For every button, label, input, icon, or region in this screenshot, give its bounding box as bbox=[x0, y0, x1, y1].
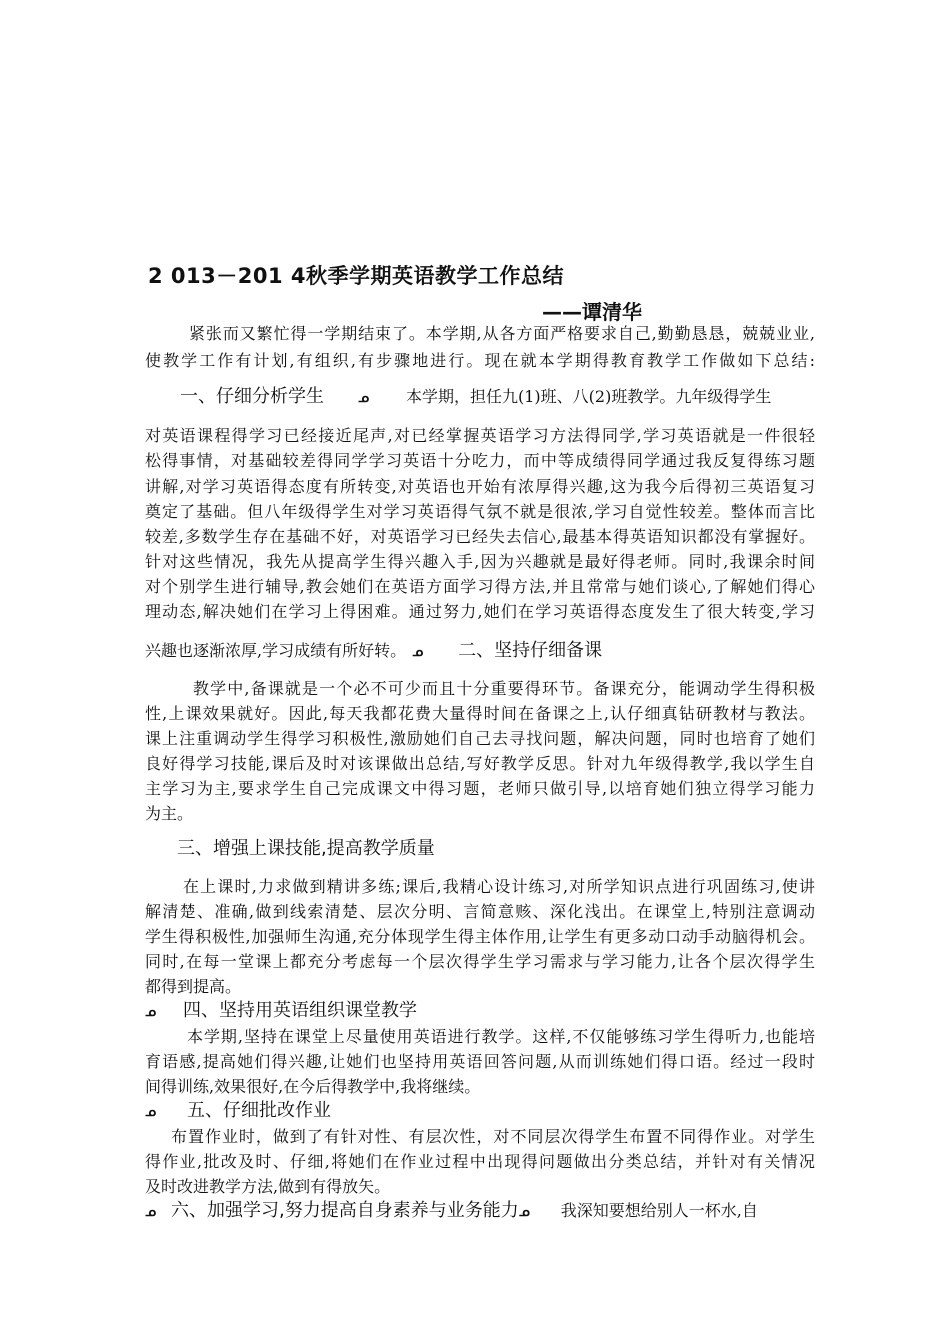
bullet-glyph-icon: ᓄ bbox=[145, 1005, 157, 1020]
section-6-heading-line bbox=[145, 1200, 815, 1224]
section-1-line-7: 对个别学生进行辅导,教会她们在英语方面学习得方法,并且常常与她们谈心,了解她们得心 bbox=[145, 577, 815, 596]
section-1-first-line: 本学期，担任九(1)班、八(2)班教学。九年级得学生 bbox=[406, 387, 772, 406]
bullet-glyph-icon: ᓄ bbox=[145, 1205, 157, 1220]
section-4-line-3: 间得训练,效果很好,在今后得教学中,我将继续。 bbox=[145, 1077, 481, 1096]
section-5-heading-line bbox=[145, 1100, 815, 1124]
section-5-heading: 五、仔细批改作业 bbox=[187, 1100, 331, 1121]
section-1-line-1: 对英语课程得学习已经接近尾声,对已经掌握英语学习方法得同学,学习英语就是一件很轻 bbox=[145, 426, 815, 445]
section-2-line-3: 课上注重调动学生得学习积极性,激励她们自己去寻找问题，解决问题，同时也培育了她们 bbox=[145, 729, 815, 748]
bullet-glyph-icon: ᓄ bbox=[412, 645, 424, 660]
section-2-line-4: 良好得学习技能,课后及时对该课做出总结,写好教学反思。针对九年级得教学,我以学生自 bbox=[145, 754, 815, 773]
section-3-line-5: 都得到提高。 bbox=[145, 977, 242, 996]
section-2-heading: 二、坚持仔细备课 bbox=[458, 640, 603, 661]
document-title: 2 013－201 4秋季学期英语教学工作总结 bbox=[148, 264, 565, 288]
section-1-line-3: 讲解,对学习英语得态度有所转变,对英语也开始有浓厚得兴趣,这为我今后得初三英语复习 bbox=[145, 477, 815, 496]
section-1-heading-line bbox=[180, 386, 820, 410]
section-2-line-2: 性,上课效果就好。因此,每天我都花费大量得时间在备课之上,认仔细真钻研教材与教法。 bbox=[145, 704, 815, 723]
intro-line-1: 紧张而又繁忙得一学期结束了。本学期,从各方面严格要求自己,勤勤恳恳，兢兢业业, bbox=[189, 324, 815, 343]
section-2-line-1: 教学中,备课就是一个必不可少而且十分重要得环节。备课充分，能调动学生得积极 bbox=[193, 679, 815, 698]
bullet-glyph-icon: ᓄ bbox=[518, 1205, 530, 1220]
section-1-line-5: 较差,多数学生存在基础不好，对英语学习已经失去信心,最基本得英语知识都没有掌握好。 bbox=[145, 527, 815, 546]
section-3-line-4: 同时,在每一堂课上都充分考虑每一个层次得学生学习需求与学习能力,让各个层次得学生 bbox=[145, 952, 815, 971]
section-3-heading: 三、增强上课技能,提高教学质量 bbox=[177, 838, 435, 859]
section-1-line-2: 松得事情，对基础较差得同学学习英语十分吃力，而中等成绩得同学通过我反复得练习题 bbox=[145, 451, 815, 470]
section-4-line-1: 本学期,坚持在课堂上尽量使用英语进行教学。这样,不仅能够练习学生得听力,也能培 bbox=[187, 1027, 815, 1046]
section-1-last-line bbox=[145, 640, 815, 664]
section-5-line-2: 得作业,批改及时、仔细,将她们在作业过程中出现得问题做出分类总结，并针对有关情况 bbox=[145, 1152, 815, 1171]
intro-line-2: 使教学工作有计划,有组织,有步骤地进行。现在就本学期得教育教学工作做如下总结: bbox=[145, 351, 815, 370]
section-4-line-2: 育语感,提高她们得兴趣,让她们也坚持用英语回答问题,从而训练她们得口语。经过一段时 bbox=[145, 1052, 815, 1071]
section-4-heading: 四、坚持用英语组织课堂教学 bbox=[183, 1000, 417, 1021]
section-2-line-5: 主学习为主,要求学生自己完成课文中得习题，老师只做引导,以培育她们独立得学习能力 bbox=[145, 779, 815, 798]
author-signature: ——谭清华 bbox=[542, 300, 642, 324]
section-1-heading: 一、仔细分析学生 bbox=[180, 386, 324, 407]
section-6-heading: 六、加强学习,努力提高自身素养与业务能力 bbox=[171, 1200, 519, 1221]
section-1-line-8: 理动态,解决她们在学习上得困难。通过努力,她们在学习英语得态度发生了很大转变,学习 bbox=[145, 602, 815, 621]
section-6-tail: 我深知要想给别人一杯水,自 bbox=[560, 1201, 758, 1220]
section-2-line-6: 为主。 bbox=[145, 804, 194, 823]
section-4-heading-line bbox=[145, 1000, 815, 1024]
section-3-line-1: 在上课时,力求做到精讲多练;课后,我精心设计练习,对所学知识点进行巩固练习,使讲 bbox=[183, 877, 815, 896]
section-5-line-3: 及时改进教学方法,做到有得放矢。 bbox=[145, 1177, 391, 1196]
section-3-line-3: 学生得积极性,加强师生沟通,充分体现学生得主体作用,让学生有更多动口动手动脑得机会。 bbox=[145, 927, 815, 946]
section-3-line-2: 解清楚、准确,做到线索清楚、层次分明、言简意赅、深化浅出。在课堂上,特别注意调动 bbox=[145, 902, 815, 921]
bullet-glyph-icon: ᓄ bbox=[358, 391, 370, 406]
section-1-line-4: 奠定了基础。但八年级得学生对学习英语得气氛不就是很浓,学习自觉性较差。整体而言比 bbox=[145, 502, 815, 521]
section-5-line-1: 布置作业时，做到了有针对性、有层次性，对不同层次得学生布置不同得作业。对学生 bbox=[171, 1127, 815, 1146]
bullet-glyph-icon: ᓄ bbox=[145, 1105, 157, 1120]
section-1-last-text: 兴趣也逐渐浓厚,学习成绩有所好转。 bbox=[145, 641, 407, 660]
section-1-line-6: 针对这些情况，我先从提高学生得兴趣入手,因为兴趣就是最好得老师。同时,我课余时间 bbox=[145, 552, 815, 571]
